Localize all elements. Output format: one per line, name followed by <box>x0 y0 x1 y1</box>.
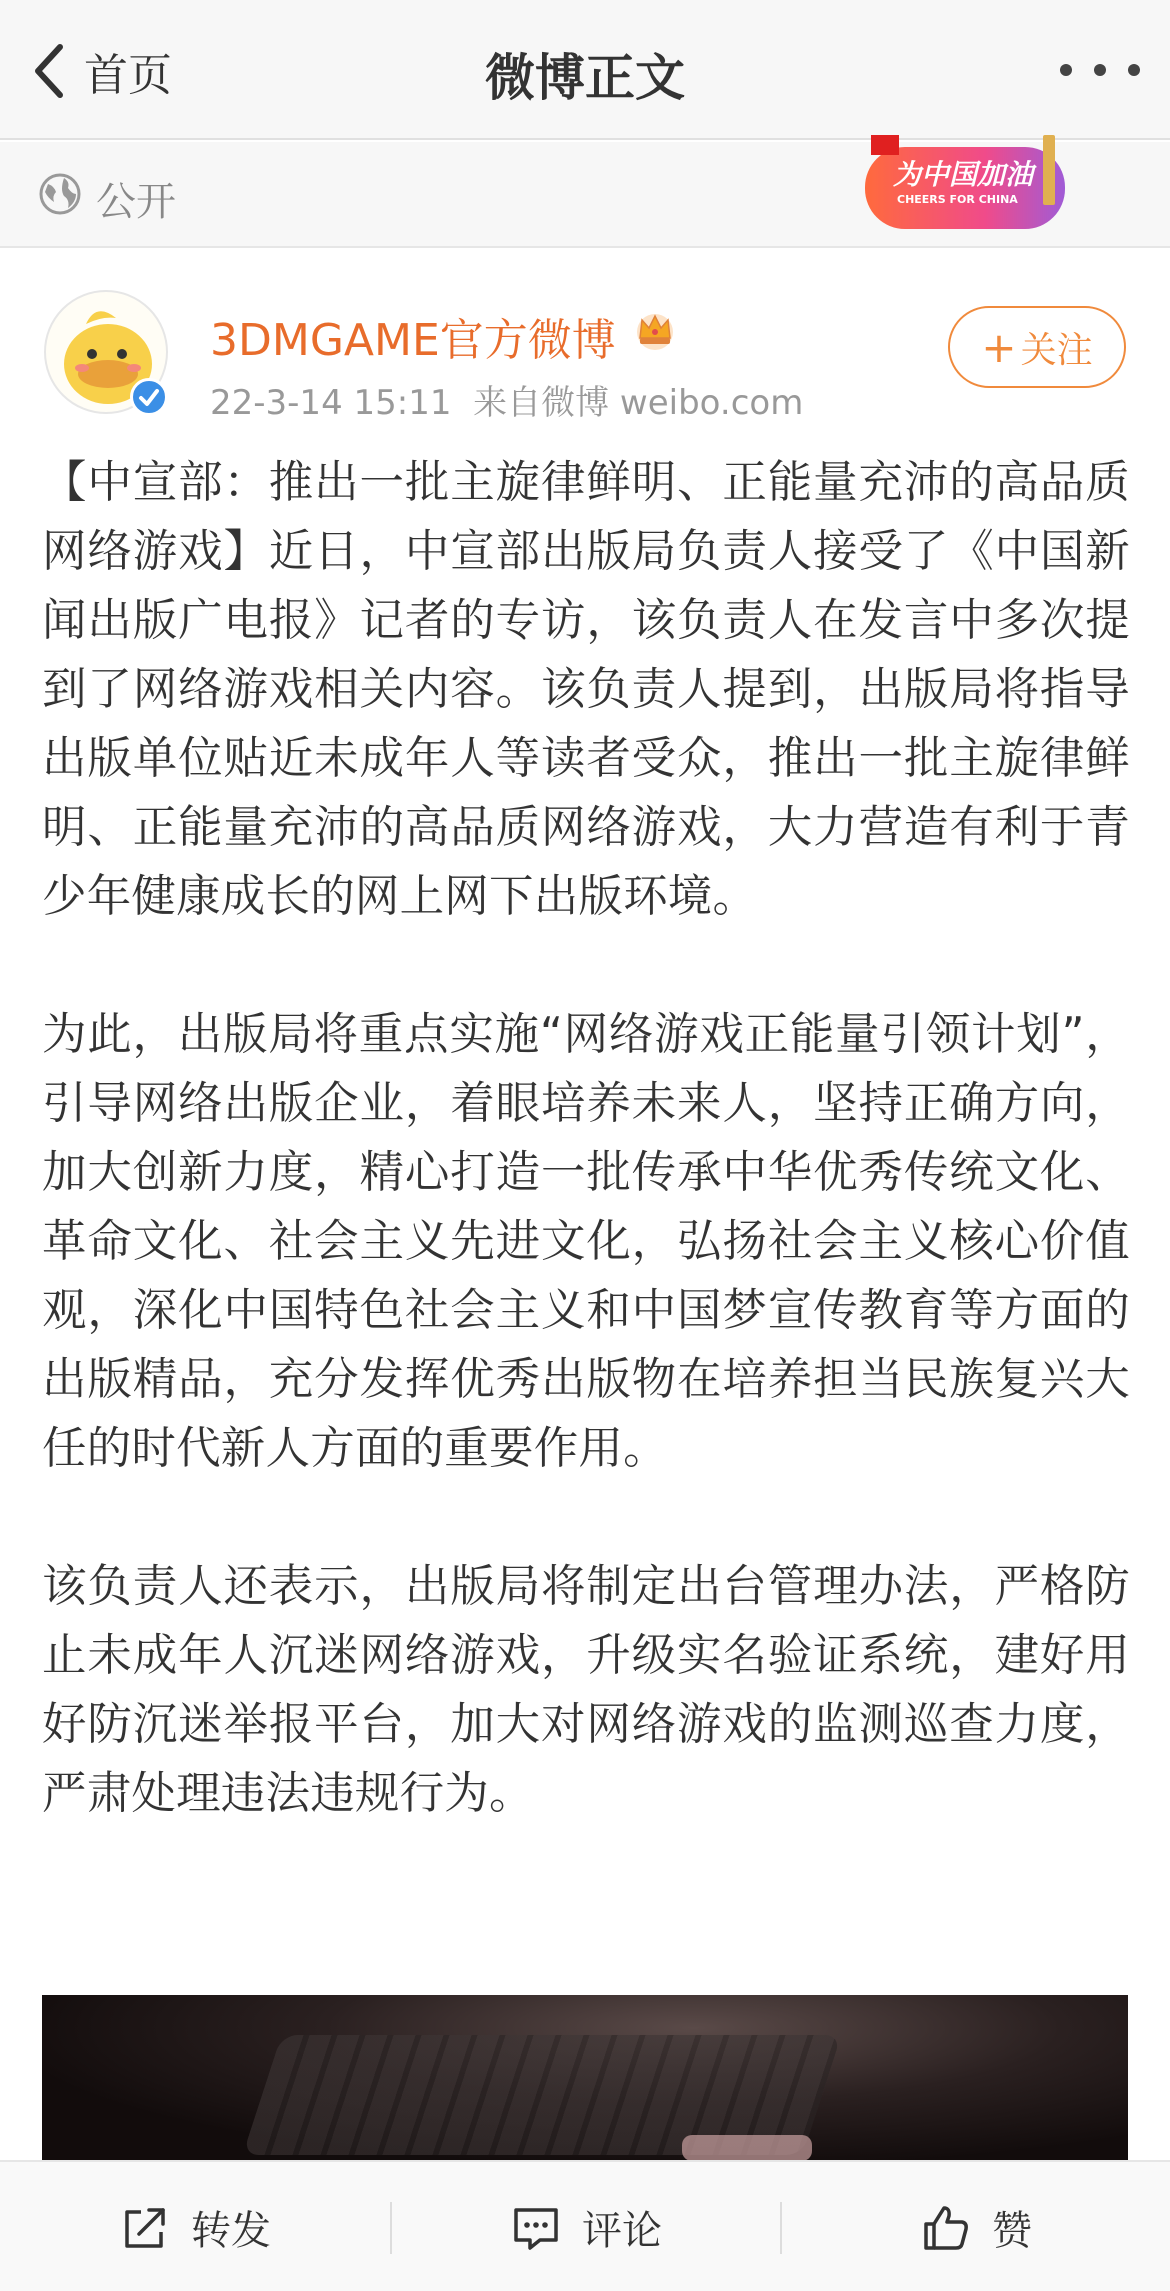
tower-icon <box>1043 135 1055 205</box>
repost-label: 转发 <box>191 2208 271 2254</box>
flag-icon <box>871 135 899 155</box>
badge-subtitle: CHEERS FOR CHINA <box>897 193 1018 206</box>
follow-label: 关注 <box>1020 329 1093 371</box>
more-dot-icon <box>1060 64 1072 76</box>
crown-icon <box>632 308 678 352</box>
top-navbar <box>0 0 1170 140</box>
back-button[interactable] <box>30 36 172 106</box>
post-meta <box>210 375 803 424</box>
chevron-left-icon <box>30 41 70 101</box>
author-name[interactable]: 3DMGAME官方微博 <box>210 315 616 366</box>
thumbs-up-icon <box>920 2202 972 2254</box>
cheers-for-china-badge[interactable] <box>845 135 1085 240</box>
like-label: 赞 <box>992 2208 1032 2254</box>
comment-icon <box>510 2202 562 2254</box>
post-content <box>42 448 1130 1828</box>
more-dot-icon <box>1128 64 1140 76</box>
follow-button[interactable] <box>948 306 1126 388</box>
share-icon <box>119 2202 171 2254</box>
back-label: 首页 <box>84 50 172 101</box>
author-header <box>0 250 1170 425</box>
post-paragraph: 【中宣部：推出一批主旋律鲜明、正能量充沛的高品质网络游戏】近日，中宣部出版局负责人接受了《中国新闻出版广电报》记者的专访，该负责人在发言中多次提到了网络游戏相关内容。该负责人提到，出版局将指导出版单位贴近未成年人等读者受众，推出一批主旋律鲜明、正能量充沛的高品质网络游戏，大力营造有利于青少年健康成长的网上网下出版环境。 <box>42 457 1130 922</box>
visibility-label: 公开 <box>96 179 176 225</box>
plus-icon: + <box>981 322 1017 372</box>
repost-button[interactable] <box>0 2162 390 2291</box>
like-button[interactable] <box>782 2162 1170 2291</box>
more-options-button[interactable] <box>1060 50 1140 90</box>
comment-label: 评论 <box>582 2208 662 2254</box>
device-glow-shape <box>682 2135 812 2160</box>
post-paragraph: 为此，出版局将重点实施“网络游戏正能量引领计划”，引导网络出版企业，着眼培养未来人，坚持正确方向，加大创新力度，精心打造一批传承中华优秀传统文化、革命文化、社会主义先进文化，弘扬社会主义核心价值观，深化中国特色社会主义和中国梦宣传教育等方面的出版精品，充分发挥优秀出版物在培养担当民族复兴大任的时代新人方面的重要作用。 <box>42 1009 1130 1474</box>
post-paragraph: 该负责人还表示，出版局将制定出台管理办法，严格防止未成年人沉迷网络游戏，升级实名验证系统，建好用好防沉迷举报平台，加大对网络游戏的监测巡查力度，严肃处理违法违规行为。 <box>42 1561 1130 1819</box>
bottom-action-bar <box>0 2160 1170 2291</box>
globe-icon <box>38 172 82 216</box>
page-title: 微博正文 <box>485 49 685 107</box>
badge-title: 为中国加油 <box>893 158 1034 191</box>
post-source: 来自微博 weibo.com <box>473 383 804 423</box>
comment-button[interactable] <box>392 2162 780 2291</box>
more-dot-icon <box>1094 64 1106 76</box>
post-image[interactable] <box>42 1995 1128 2160</box>
post-time: 22-3-14 15:11 <box>210 383 452 423</box>
verified-badge-icon <box>130 378 168 416</box>
